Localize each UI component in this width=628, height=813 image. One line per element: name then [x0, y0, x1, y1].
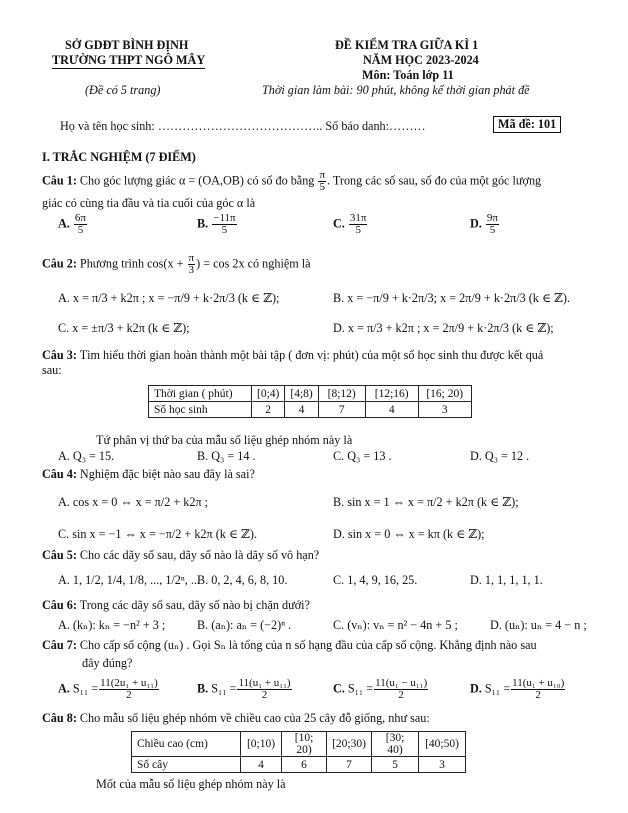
question-5 — [42, 548, 319, 563]
question-8 — [42, 711, 430, 726]
student-info: Họ và tên học sinh: ………………………………….. Số báo danh:……… — [60, 119, 426, 133]
option-d: D. (uₙ): uₙ = 4 − n ; — [490, 618, 587, 632]
fraction: $\frac{\pi}{3}$ — [188, 252, 195, 276]
table-row: Chiều cao (cm) [0;10) [10; 20) [20;30) [30; 40) [40;50) — [132, 732, 466, 757]
option-c: C. (vₙ): vₙ = n² − 4n + 5 ; — [333, 618, 458, 632]
page-count: (Đề có 5 trang) — [85, 83, 161, 97]
fraction: $\frac{\pi}{5}$ — [319, 169, 326, 193]
question-label: Câu 5: — [42, 548, 77, 562]
option-b: B. 0, 2, 4, 6, 8, 10. — [197, 573, 288, 587]
option-d: D. sin x = 0 ⇔ x = kπ (k ∈ ℤ); — [333, 527, 485, 541]
question-3 — [42, 348, 543, 363]
question-text: giác có cùng tia đầu và tia cuối của góc α là — [42, 196, 256, 210]
question-text: Cho góc lượng giác α = (OA,OB) có số đo bằng — [79, 173, 315, 188]
question-label: Câu 8: — [42, 711, 77, 725]
option-b: B. (aₙ): aₙ = (−2)ⁿ . — [197, 618, 292, 632]
question-text: Cho mẫu số liệu ghép nhóm về chiều cao của 25 cây đỗ giống, như sau: — [79, 711, 430, 725]
table-row: Số cây 4 6 7 5 3 — [132, 757, 466, 773]
question-6 — [42, 598, 310, 613]
question-2 — [42, 253, 311, 276]
question-prompt: Tứ phân vị thứ ba của mẫu số liệu ghép nhóm này là — [96, 433, 353, 447]
option-a: A. $\frac{6\pi}{5}$ — [58, 212, 86, 236]
exam-code: Mã đề: 101 — [493, 116, 561, 133]
option-c: C. Q₃ = 13 . — [333, 449, 392, 463]
question-label: Câu 4: — [42, 467, 77, 481]
option-b: B. S₁₁ = $\frac{\text{11(u₁ + u₁₁)}}{2}$ — [197, 677, 291, 701]
option-a: A. cos x = 0 ⇔ x = π/2 + k2π ; — [58, 495, 209, 509]
dept-name: SỞ GDĐT BÌNH ĐỊNH — [65, 38, 189, 52]
question-text: ) = cos 2x có nghiệm là — [196, 256, 311, 271]
subject: Môn: Toán lớp 11 — [362, 68, 454, 82]
question-text: Cho cấp số cộng (uₙ) . Gọi Sₙ là tổng của n số hạng đầu của cấp số cộng. Khẳng định nào sau — [79, 638, 537, 652]
option-c: C. sin x = −1 ⇔ x = −π/2 + k2π (k ∈ ℤ). — [58, 527, 257, 541]
option-a: A. Q₃ = 15. — [58, 449, 115, 463]
school-name: TRƯỜNG THPT NGÔ MÂY — [52, 53, 206, 67]
data-table — [131, 731, 466, 773]
option-b: B. sin x = 1 ⇔ x = π/2 + k2π (k ∈ ℤ); — [333, 495, 519, 509]
table-row: Thời gian ( phút) [0;4) [4;8) [8;12) [12;16) [16; 20) — [149, 386, 472, 402]
exam-title: ĐỀ KIỂM TRA GIỮA KÌ 1 — [335, 38, 479, 52]
question-1 — [42, 170, 541, 193]
question-label: Câu 2: — [42, 256, 77, 271]
option-d: D. 1, 1, 1, 1, 1. — [470, 573, 543, 587]
option-a: A. 1, 1/2, 1/4, 1/8, ..., 1/2ⁿ, ... — [58, 573, 200, 587]
option-d: D. $\frac{9\pi}{5}$ — [470, 212, 498, 236]
option-d: D. x = π/3 + k2π ; x = 2π/9 + k·2π/3 (k ∈ ℤ); — [333, 321, 554, 335]
option-c: C. x = ±π/3 + k2π (k ∈ ℤ); — [58, 321, 190, 335]
option-d: D. S₁₁ = $\frac{\text{11(u₁ + u₁₀)}}{2}$ — [470, 677, 565, 701]
option-b: B. Q₃ = 14 . — [197, 449, 256, 463]
question-text: Trong các dãy số sau, dãy số nào bị chặn dưới? — [79, 598, 310, 612]
option-c: C. $\frac{31\pi}{5}$ — [333, 212, 367, 236]
question-text: Nghiệm đặc biệt nào sau đây là sai? — [79, 467, 255, 481]
option-b: B. x = −π/9 + k·2π/3; x = 2π/9 + k·2π/3 (k ∈ ℤ). — [333, 291, 571, 305]
question-text: Phương trình cos(x + — [79, 256, 184, 271]
question-label: Câu 1: — [42, 173, 77, 188]
option-a: A. x = π/3 + k2π ; x = −π/9 + k·2π/3 (k ∈ ℤ); — [58, 291, 280, 305]
question-4 — [42, 467, 255, 482]
data-table — [148, 385, 472, 418]
section-title: I. TRẮC NGHIỆM (7 ĐIỂM) — [42, 150, 196, 164]
option-d: D. Q₃ = 12 . — [470, 449, 530, 463]
time-limit: Thời gian làm bài: 90 phút, không kể thời gian phát đề — [262, 83, 530, 97]
question-text: . Trong các số sau, số đo của một góc lượng — [327, 173, 542, 188]
school-year: NĂM HỌC 2023-2024 — [363, 53, 479, 67]
question-label: Câu 6: — [42, 598, 77, 612]
table-row: Số học sinh 2 4 7 4 3 — [149, 402, 472, 418]
option-a: A. S₁₁ = $\frac{\text{11(2u₁ + u₁₁)}}{2}$ — [58, 677, 158, 701]
question-label: Câu 7: — [42, 638, 77, 652]
question-7 — [42, 638, 537, 653]
option-c: C. 1, 4, 9, 16, 25. — [333, 573, 418, 587]
question-label: Câu 3: — [42, 348, 77, 362]
option-b: B. $\frac{-11\pi}{5}$ — [197, 212, 236, 236]
question-text: Tìm hiểu thời gian hoàn thành một bài tập ( đơn vị: phút) của một số học sinh thu được kết quả — [79, 348, 544, 362]
option-c: C. S₁₁ = $\frac{\text{11(u₁ − u₁₁)}}{2}$ — [333, 677, 428, 701]
option-a: A. (kₙ): kₙ = −n² + 3 ; — [58, 618, 166, 632]
question-text: Cho các dãy số sau, dãy số nào là dãy số vô hạn? — [79, 548, 320, 562]
question-text: đây đúng? — [82, 656, 133, 670]
question-prompt: Mốt của mẫu số liệu ghép nhóm này là — [96, 777, 286, 791]
question-text: sau: — [42, 363, 62, 377]
